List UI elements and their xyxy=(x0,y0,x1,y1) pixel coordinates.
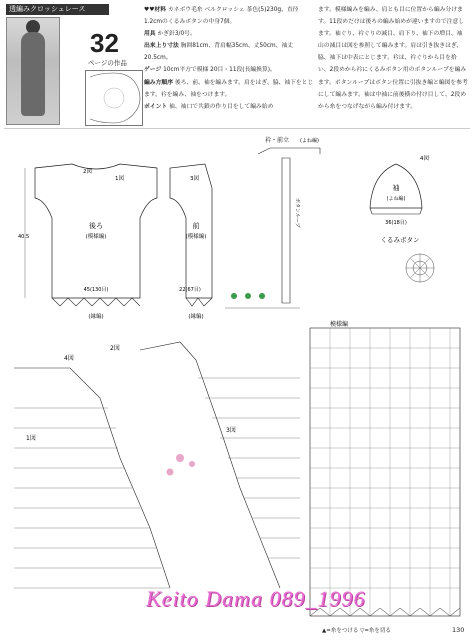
main-pattern-chart xyxy=(310,320,460,616)
pattern-number: 32 xyxy=(90,28,119,58)
section-header: 透編みクロッシェレース xyxy=(6,4,109,15)
sleeve-fig4: 4図 xyxy=(420,156,429,162)
sleeve-width-dim: 36(18目) xyxy=(385,220,407,226)
front-stitch-chart xyxy=(110,342,300,588)
material-text: カネボウ毛糸 ベルクロッシェ 茶色(5)230g、直径1.2cmのくるみボタンの中身7個。 xyxy=(144,7,299,26)
front-fig3: 3図 xyxy=(190,176,199,182)
materials-info: ♥♥材料 カネボウ毛糸 ベルクロッシェ 茶色(5)230g、直径1.2cmのくるみボタンの中身7個。 用具 かぎ針3/0号。 出来上り寸法 胸囲81cm、背肩幅35cm、丈50cm、袖丈20.5cm。 ゲージ 10cm平方で模様 20目・11段(長編換算)。 編み方順序 後ろ、前、袖を編みます。肩をはぎ、脇、袖下をとじます。衿を編み、袖をつけます。 ポイント 袖、袖口で共鎖の作り目をして編み始め xyxy=(144,7,314,110)
chart-fig3: 3図 xyxy=(226,427,236,434)
gauge-text: 10cm平方で模様 20目・11段(長編換算)。 xyxy=(163,67,276,74)
back-fig1: 1図 xyxy=(115,176,124,182)
sleeve-label: 袖 xyxy=(392,184,400,192)
chart-fig2: 2図 xyxy=(110,345,120,352)
back-fig2: 2図 xyxy=(83,169,92,175)
button-marker xyxy=(259,293,265,299)
back-label: 後ろ xyxy=(89,222,103,230)
front-width-dim: 22(67目) xyxy=(179,287,201,293)
back-schematic xyxy=(18,164,157,320)
order-text: 後ろ、前、袖を編みます。肩をはぎ、脇、袖下をとじます。衿を編み、袖をつけます。 xyxy=(144,79,314,98)
back-width-dim: 45(130目) xyxy=(83,287,109,293)
pattern-diagrams xyxy=(0,128,475,628)
model-figure xyxy=(21,32,45,116)
legend-note: ▲=糸をつける ▽=糸を切る xyxy=(322,628,391,634)
collar-sub-label: (よね編) xyxy=(300,138,319,144)
button-marker xyxy=(245,293,251,299)
tools-text: かぎ針3/0号。 xyxy=(157,31,196,38)
front-schematic xyxy=(170,164,212,320)
back-sub-label: (模様編) xyxy=(85,234,107,240)
front-edging-label: (縁編) xyxy=(188,314,204,320)
back-edging-label: (縁編) xyxy=(88,314,104,320)
back-length-dim: 40.5 xyxy=(18,234,30,240)
sleeve-stitch-chart xyxy=(14,354,170,588)
collar-schematic xyxy=(225,136,320,308)
chart-fig1: 1図 xyxy=(26,435,36,442)
front-label: 前 xyxy=(192,222,200,230)
page-number: 130 xyxy=(452,626,465,634)
point-text: 袖、袖口で共鎖の作り目をして編み始め xyxy=(169,103,274,110)
size-text: 胸囲81cm、背肩幅35cm、丈50cm、袖丈20.5cm。 xyxy=(144,43,294,62)
sleeve-sub-label: (よね編) xyxy=(386,196,406,202)
page-ref: ページの作品 xyxy=(88,59,127,67)
chart-fig4: 4図 xyxy=(64,355,74,362)
button-loop-label: ボタンループ xyxy=(294,198,300,228)
button-chart xyxy=(381,235,435,282)
garment-photo xyxy=(6,17,60,125)
stitch-swatch-diagram xyxy=(85,70,143,126)
instructions-text: ます。模様編みを編み、肩とも目に位置から編み分けます。11段めだけは後ろの編み始めが違いますので注意します。袖ぐり、衿ぐりの減目、肩下り、袖下の増目、袖山の減目は図を参照して編みます。肩は引き抜きはぎ、脇、袖下は中表にとじます。衿は、衿ぐりから目を拾い、2段めから衿にくるみボタン用のボタンループを編みます。ボタンループはボタン位置に引抜き編と編図を参考にして編みます。袖は中袖に前後横の付け目して、2段めから糸をつなげながら編み付けます。 xyxy=(318,7,468,110)
button-label: くるみボタン xyxy=(380,236,420,244)
sleeve-schematic xyxy=(370,154,429,226)
pattern-label: 模様編 xyxy=(330,321,349,328)
watermark: Keito Dama 089_1996 xyxy=(146,586,366,611)
button-marker xyxy=(231,293,237,299)
front-sub-label: (模様編) xyxy=(185,234,207,240)
collar-label: 衿・前立 xyxy=(265,137,290,144)
